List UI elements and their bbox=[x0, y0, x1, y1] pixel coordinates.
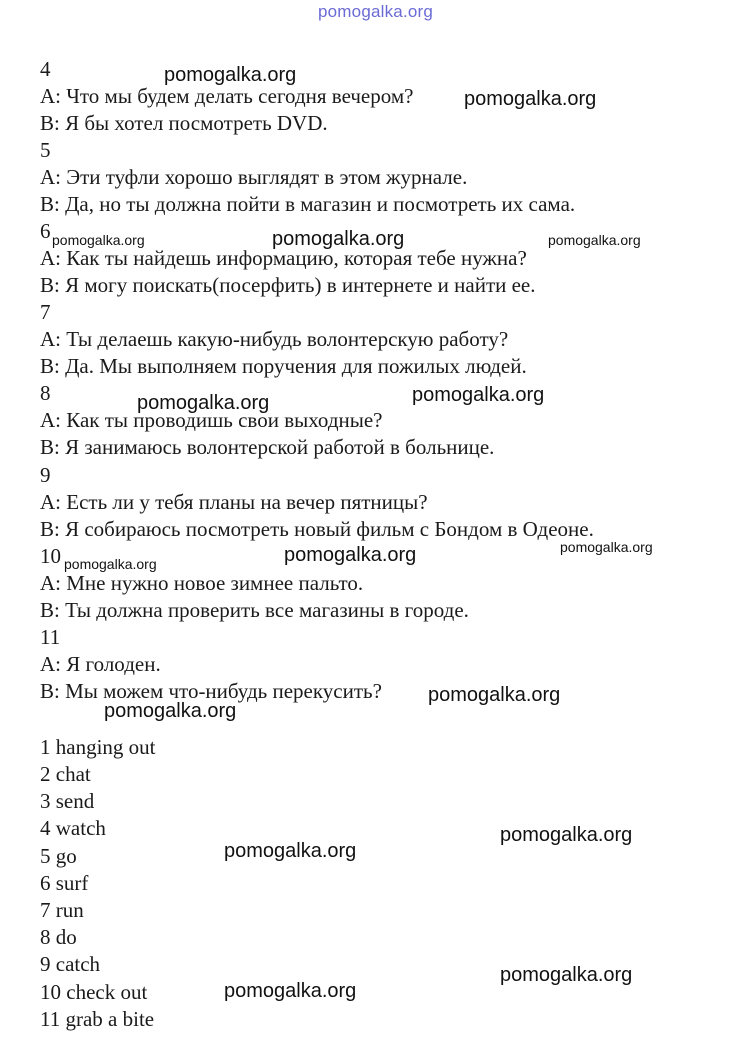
watermark: pomogalka.org bbox=[428, 684, 561, 706]
dialogue-line-b: B: Я бы хотел посмотреть DVD. bbox=[40, 111, 328, 135]
dialogue-line-a: A: Есть ли у тебя планы на вечер пятницы? bbox=[40, 490, 428, 514]
dialogue-number: 10 bbox=[40, 544, 61, 568]
answer-item: 8 do bbox=[40, 925, 77, 949]
dialogue-line-b: B: Я занимаюсь волонтерской работой в больнице. bbox=[40, 435, 495, 459]
dialogue-line-b: B: Да, но ты должна пойти в магазин и посмотреть их сама. bbox=[40, 192, 576, 216]
dialogue-number: 7 bbox=[40, 300, 51, 324]
answer-item: 6 surf bbox=[40, 871, 89, 895]
dialogue-line-a: A: Мне нужно новое зимнее пальто. bbox=[40, 571, 364, 595]
answer-item: 7 run bbox=[40, 898, 84, 922]
answer-item: 10 check out bbox=[40, 980, 148, 1004]
watermark: pomogalka.org bbox=[284, 544, 417, 566]
dialogue-number: 5 bbox=[40, 138, 51, 162]
answer-item: 1 hanging out bbox=[40, 735, 156, 759]
header-watermark: pomogalka.org bbox=[318, 2, 434, 21]
watermark: pomogalka.org bbox=[548, 232, 641, 248]
answer-item: 5 go bbox=[40, 844, 77, 868]
dialogue-line-a: A: Ты делаешь какую-нибудь волонтерскую работу? bbox=[40, 327, 509, 351]
answer-item: 3 send bbox=[40, 789, 95, 813]
dialogue-line-a: A: Как ты проводишь свои выходные? bbox=[40, 408, 383, 432]
watermark: pomogalka.org bbox=[164, 64, 297, 86]
answer-item: 4 watch bbox=[40, 816, 106, 840]
dialogue-line-b: B: Да. Мы выполняем поручения для пожилых людей. bbox=[40, 354, 527, 378]
dialogue-line-a: A: Как ты найдешь информацию, которая тебе нужна? bbox=[40, 246, 527, 270]
dialogue-line-a: A: Что мы будем делать сегодня вечером? bbox=[40, 84, 414, 108]
watermark: pomogalka.org bbox=[500, 824, 633, 846]
dialogue-line-b: B: Ты должна проверить все магазины в городе. bbox=[40, 598, 469, 622]
watermark: pomogalka.org bbox=[272, 228, 405, 250]
dialogue-number: 4 bbox=[40, 57, 51, 81]
answer-item: 2 chat bbox=[40, 762, 91, 786]
answer-item: 9 catch bbox=[40, 952, 101, 976]
dialogue-line-b: B: Я собираюсь посмотреть новый фильм с Бондом в Одеоне. bbox=[40, 517, 594, 541]
dialogue-line-a: A: Эти туфли хорошо выглядят в этом журнале. bbox=[40, 165, 468, 189]
dialogue-line-b: B: Мы можем что-нибудь перекусить? bbox=[40, 679, 382, 703]
answer-item: 11 grab a bite bbox=[40, 1007, 155, 1031]
watermark: pomogalka.org bbox=[224, 980, 357, 1002]
watermark: pomogalka.org bbox=[500, 964, 633, 986]
dialogue-number: 9 bbox=[40, 463, 51, 487]
watermark: pomogalka.org bbox=[412, 384, 545, 406]
watermark: pomogalka.org bbox=[464, 88, 597, 110]
watermark: pomogalka.org bbox=[224, 840, 357, 862]
watermark: pomogalka.org bbox=[64, 556, 157, 572]
dialogue-number: 11 bbox=[40, 625, 61, 649]
dialogue-line-b: B: Я могу поискать(посерфить) в интернете и найти ее. bbox=[40, 273, 536, 297]
watermark: pomogalka.org bbox=[104, 700, 237, 722]
dialogue-number: 6 bbox=[40, 219, 51, 243]
dialogue-number: 8 bbox=[40, 381, 51, 405]
watermark: pomogalka.org bbox=[137, 392, 270, 414]
dialogue-line-a: A: Я голоден. bbox=[40, 652, 161, 676]
watermark: pomogalka.org bbox=[560, 539, 653, 555]
watermark: pomogalka.org bbox=[52, 232, 145, 248]
